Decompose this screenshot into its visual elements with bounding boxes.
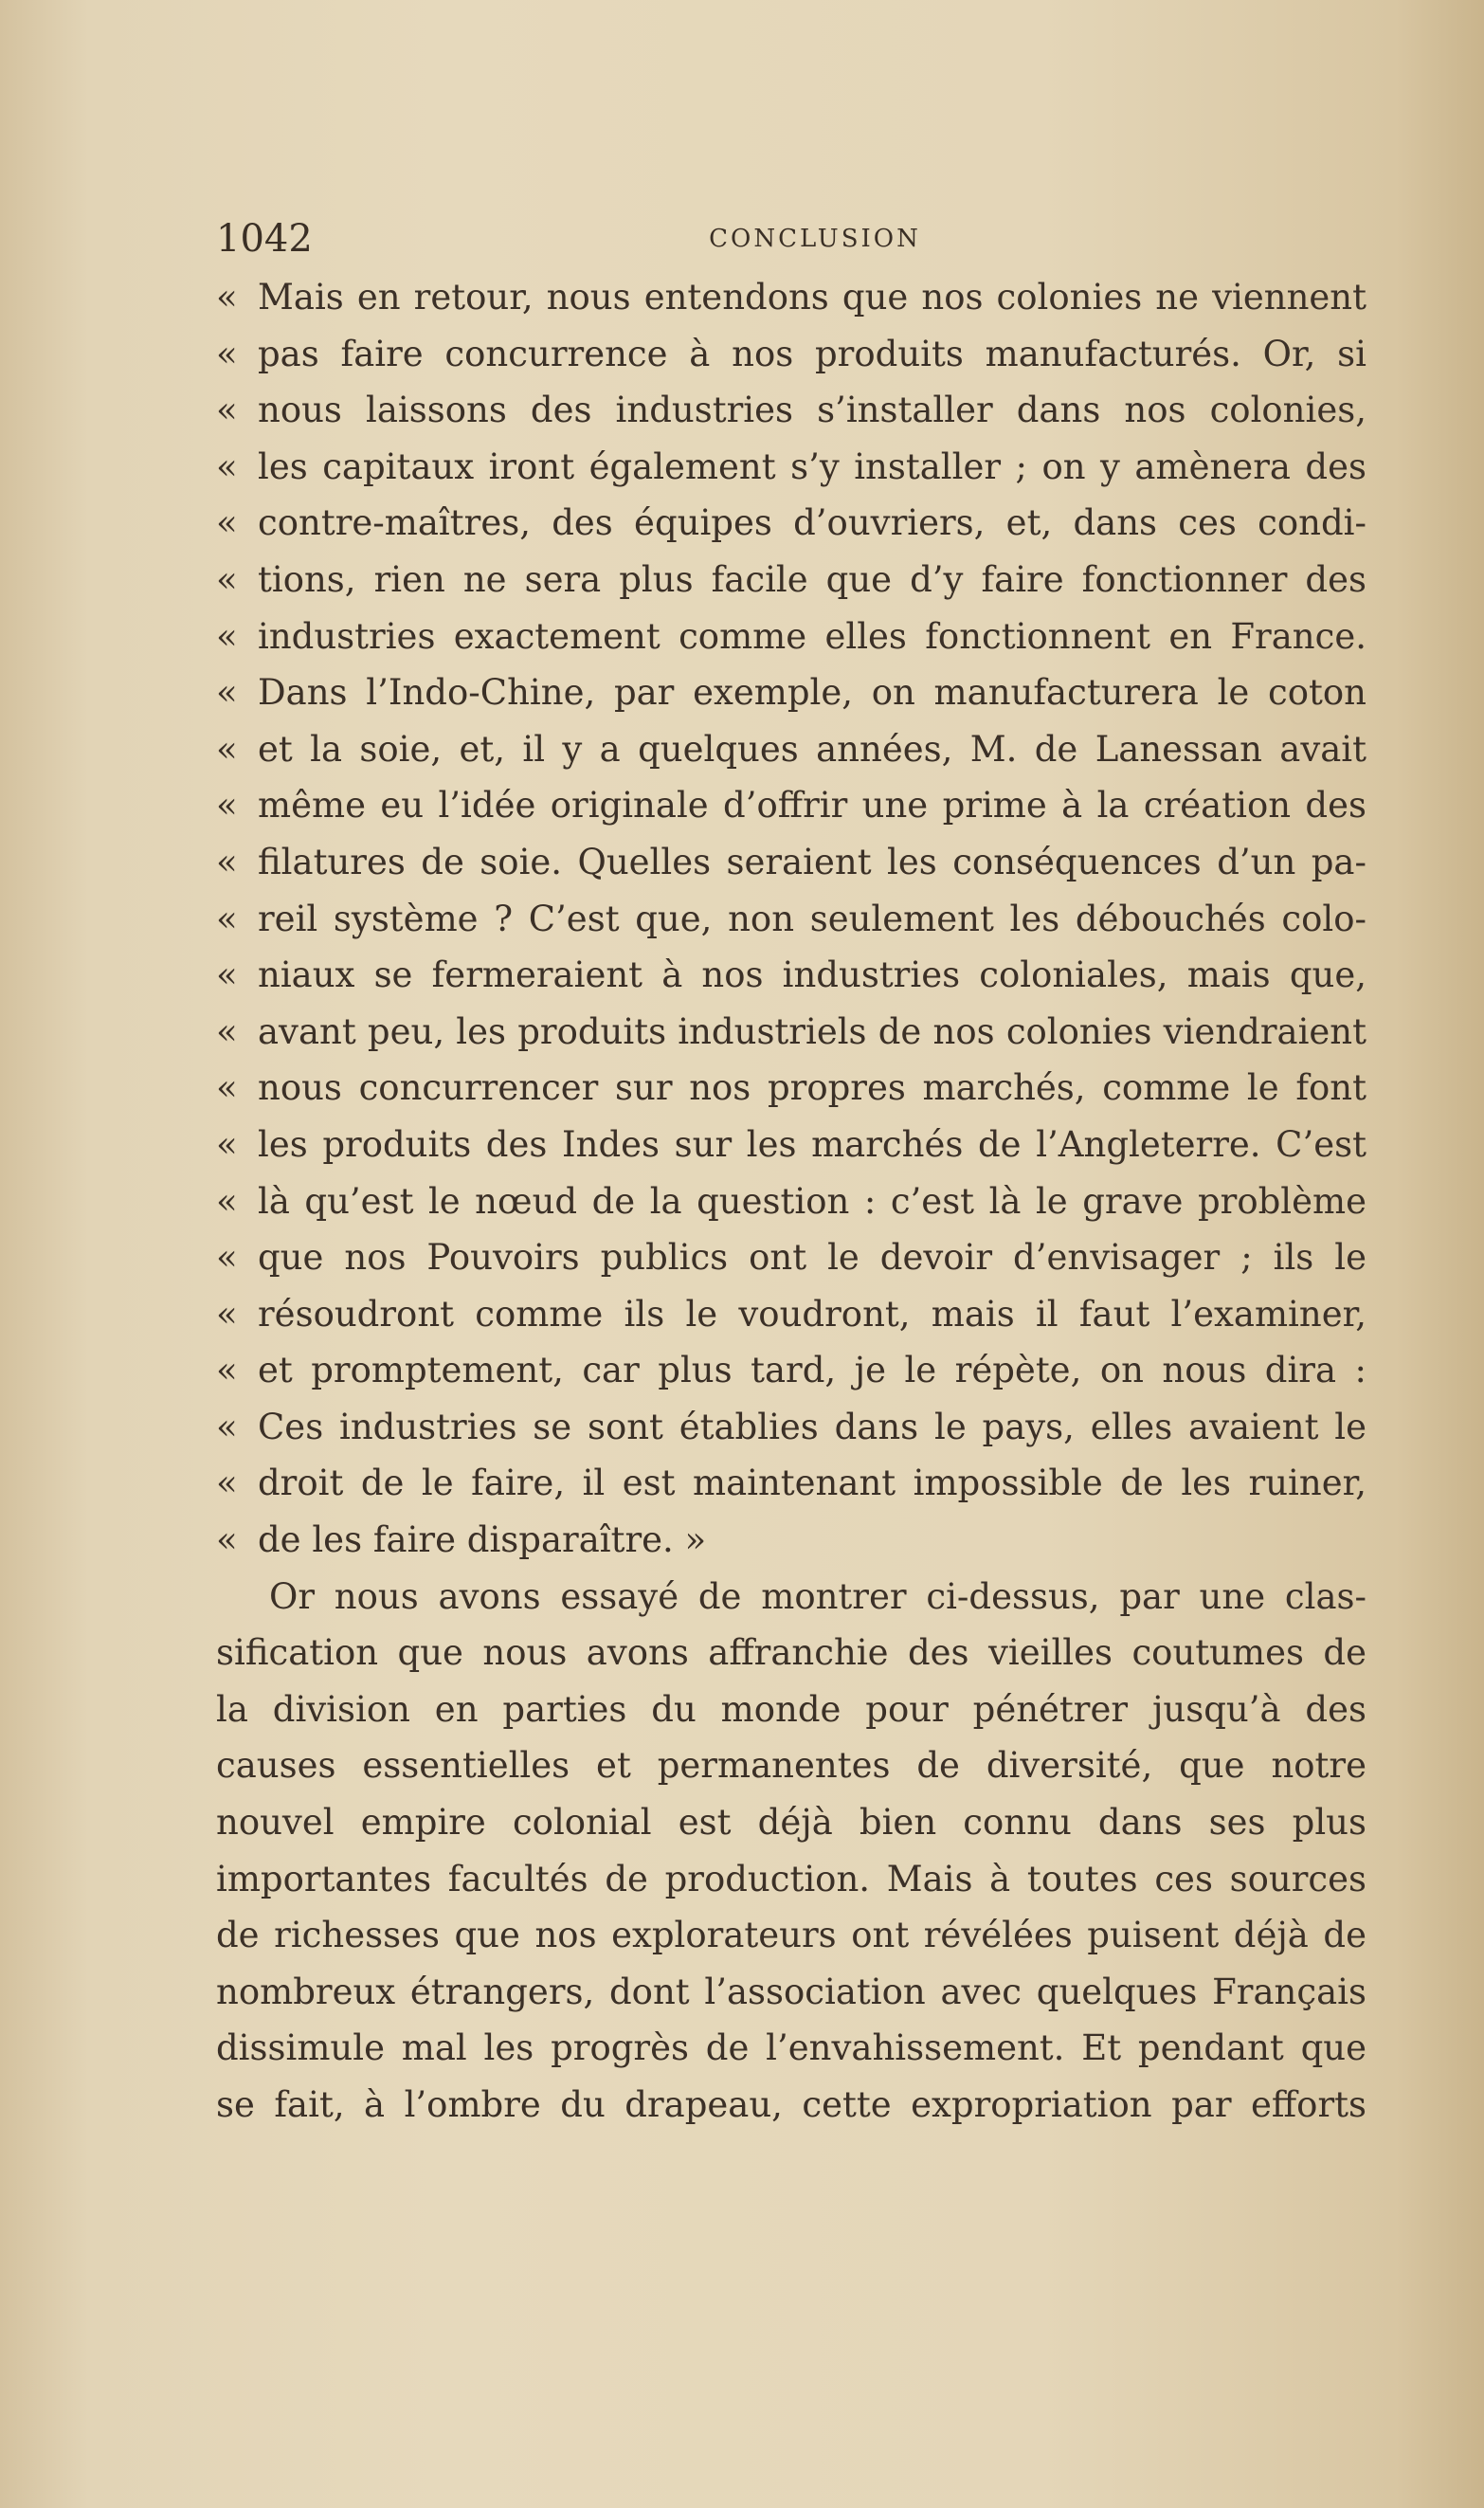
quote-mark: « xyxy=(216,445,238,487)
quoted-line-text: niaux se fermeraient à nos industries coloniales, mais que, xyxy=(258,954,1366,996)
quote-mark: « xyxy=(216,390,238,431)
quoted-line xyxy=(216,1060,1366,1117)
quoted-line-text: filatures de soie. Quelles seraient les conséquences d’un pa- xyxy=(258,841,1366,882)
quoted-line xyxy=(216,1286,1366,1343)
quoted-line-text: Mais en retour, nous entendons que nos colonies ne viennent xyxy=(258,277,1366,318)
running-head: CONCLUSION xyxy=(709,225,921,253)
quote-mark: « xyxy=(216,1406,238,1447)
quote-mark: « xyxy=(216,615,238,657)
quoted-line-text: reil système ? C’est que, non seulement les débouchés colo- xyxy=(258,898,1366,939)
quoted-line xyxy=(216,495,1366,552)
quoted-line xyxy=(216,1399,1366,1456)
quoted-line-text: droit de le faire, il est maintenant impossible de les ruiner, xyxy=(258,1463,1366,1504)
quoted-line-text: avant peu, les produits industriels de nos colonies viendraient xyxy=(258,1010,1366,1052)
paragraph-line: nouvel empire colonial est déjà bien connu dans ses plus xyxy=(216,1802,1366,1844)
quotation-block xyxy=(216,269,1366,1569)
quoted-line xyxy=(216,439,1366,496)
quoted-line-text: résoudront comme ils le voudront, mais il faut l’examiner, xyxy=(258,1293,1366,1335)
paragraph-line: de richesses que nos explorateurs ont révélées puisent déjà de xyxy=(216,1915,1366,1956)
quoted-line xyxy=(216,834,1366,891)
quoted-line xyxy=(216,1229,1366,1286)
quoted-line xyxy=(216,269,1366,326)
quoted-line xyxy=(216,382,1366,439)
quoted-line-text: là qu’est le nœud de la question : c’est là le grave problème xyxy=(258,1180,1366,1222)
quote-mark: « xyxy=(216,672,238,714)
quote-mark: « xyxy=(216,785,238,827)
quoted-line-text: nous laissons des industries s’installer dans nos colonies, xyxy=(258,390,1366,431)
quote-mark: « xyxy=(216,841,238,882)
quote-mark: « xyxy=(216,898,238,939)
quoted-line-text: les capitaux iront également s’y installer ; on y amènera des xyxy=(258,445,1366,487)
quoted-line-text: et la soie, et, il y a quelques années, M. de Lanessan avait xyxy=(258,728,1366,770)
quote-mark: « xyxy=(216,502,238,544)
quoted-line xyxy=(216,891,1366,948)
quoted-line xyxy=(216,1004,1366,1061)
quoted-line xyxy=(216,721,1366,778)
quoted-line-text: nous concurrencer sur nos propres marchés, comme le font xyxy=(258,1067,1366,1109)
quote-mark: « xyxy=(216,954,238,996)
quoted-line xyxy=(216,947,1366,1004)
page-number: 1042 xyxy=(216,217,313,261)
quote-mark: « xyxy=(216,1123,238,1165)
paragraph-line: importantes facultés de production. Mais à toutes ces sources xyxy=(216,1858,1366,1899)
quoted-line-text: contre-maîtres, des équipes d’ouvriers, et, dans ces condi- xyxy=(258,502,1366,544)
quote-mark: « xyxy=(216,277,238,318)
paragraph-line: dissimule mal les progrès de l’envahissement. Et pendant que xyxy=(216,2027,1366,2069)
quote-mark: « xyxy=(216,1067,238,1109)
quoted-line xyxy=(216,1117,1366,1173)
quoted-line-text: Ces industries se sont établies dans le pays, elles avaient le xyxy=(258,1406,1366,1447)
quoted-line xyxy=(216,1173,1366,1230)
quoted-line xyxy=(216,777,1366,834)
quoted-line-text: de les faire disparaître. » xyxy=(258,1519,707,1561)
quote-mark: « xyxy=(216,1293,238,1335)
quoted-line-text: que nos Pouvoirs publics ont le devoir d’envisager ; ils le xyxy=(258,1237,1366,1279)
quote-mark: « xyxy=(216,1463,238,1504)
quote-mark: « xyxy=(216,558,238,600)
paragraph-line: se fait, à l’ombre du drapeau, cette expropriation par efforts xyxy=(216,2084,1366,2125)
quoted-line-text: tions, rien ne sera plus facile que d’y faire fonctionner des xyxy=(258,558,1366,600)
quote-mark: « xyxy=(216,1237,238,1279)
quote-mark: « xyxy=(216,333,238,374)
page-body xyxy=(216,269,1366,2134)
paragraph-line: nombreux étrangers, dont l’association avec quelques Français xyxy=(216,1971,1366,2012)
quoted-line-text: et promptement, car plus tard, je le répète, on nous dira : xyxy=(258,1350,1366,1391)
quoted-line-text: les produits des Indes sur les marchés de l’Angleterre. C’est xyxy=(258,1123,1366,1165)
quoted-line xyxy=(216,664,1366,721)
quoted-line xyxy=(216,326,1366,383)
quoted-line-text: Dans l’Indo-Chine, par exemple, on manufacturera le coton xyxy=(258,672,1366,714)
quoted-line xyxy=(216,552,1366,609)
quote-mark: « xyxy=(216,1010,238,1052)
quote-mark: « xyxy=(216,728,238,770)
paragraph-line: la division en parties du monde pour pénétrer jusqu’à des xyxy=(216,1688,1366,1730)
quote-mark: « xyxy=(216,1180,238,1222)
quoted-line xyxy=(216,609,1366,665)
quote-mark: « xyxy=(216,1350,238,1391)
page-header xyxy=(216,210,1366,267)
quoted-line xyxy=(216,1512,1366,1569)
quoted-line xyxy=(216,1455,1366,1512)
quoted-line-text: industries exactement comme elles fonctionnent en France. xyxy=(258,615,1366,657)
paragraph-block xyxy=(216,1569,1366,2134)
paragraph-line: Or nous avons essayé de montrer ci-dessus, par une clas- xyxy=(269,1575,1366,1617)
paragraph-line: sification que nous avons affranchie des vieilles coutumes de xyxy=(216,1632,1366,1674)
quoted-line-text: même eu l’idée originale d’offrir une prime à la création des xyxy=(258,785,1366,827)
quoted-line-text: pas faire concurrence à nos produits manufacturés. Or, si xyxy=(258,333,1366,374)
quote-mark: « xyxy=(216,1519,238,1561)
quoted-line xyxy=(216,1342,1366,1399)
paragraph-line: causes essentielles et permanentes de diversité, que notre xyxy=(216,1745,1366,1787)
